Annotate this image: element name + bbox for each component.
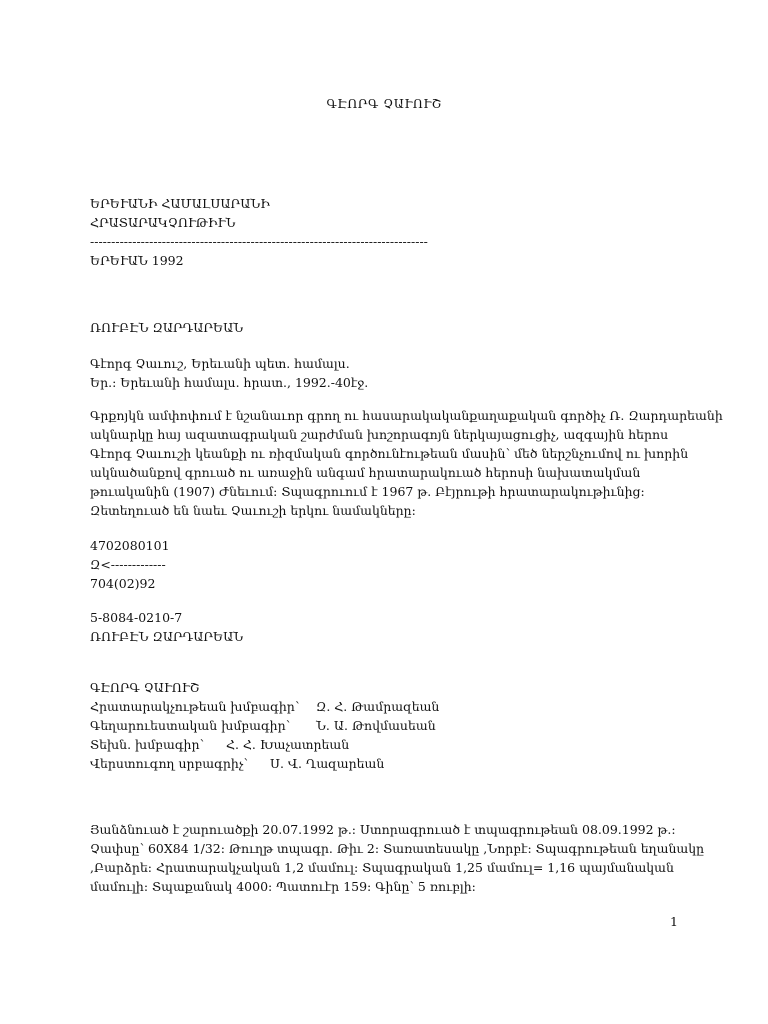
annotation-block: [90, 406, 723, 520]
credit-name: Հ. Հ. Խաչատրեան: [226, 737, 350, 752]
bibliography-line-2: Եր.: Երեւանի համալս. հրատ., 1992.-40էջ.: [90, 375, 369, 390]
bibliography-block: [90, 354, 690, 392]
printing-line: Չափսը՝ 60X84 1/32: Թուղթ տպագր. Թիւ 2: Տառատեսակը ,Նորբէ: Տպագրութեան եղանակը: [90, 841, 705, 856]
credits-block: [90, 678, 690, 773]
annotation-line: Գրքոյկն ամփոփում է նշանաւոր գրող ու հասարակականքաղաքական գործիչ Ռ. Զարդարեանի: [90, 408, 723, 423]
printing-line: ,Բարձրե: Հրատարակչական 1,2 մամուլ: Տպագրական 1,25 մամուլ= 1,16 պայմանական: [90, 860, 674, 875]
publisher-line-1: ԵՐԵՒԱՆԻ ՀԱՄԱԼՍԱՐԱՆԻ: [90, 196, 270, 211]
page-number: 1: [670, 914, 678, 929]
credit-name: Ս. Վ. Ղազարեան: [270, 756, 385, 771]
credit-role: Վերստուգող սրբագրիչ՝: [90, 756, 248, 771]
classification-block: [90, 536, 690, 593]
credit-role: Գեղարուեստական խմբագիր՝: [90, 718, 291, 733]
printing-info-block: [90, 820, 705, 896]
annotation-line: թուականին (1907) Ժնեւում: Տպագրուում է 1967 թ. Բէյրութի հրատարակութիւնից:: [90, 484, 645, 499]
bibliography-line-1: Գէորգ Չաւուշ, Երեւանի պետ. համալս.: [90, 356, 350, 371]
credit-row: [90, 716, 690, 735]
annotation-line: ակնածանքով գրուած ու առաջին անգամ հրատարակուած հերոսի նախատակման: [90, 465, 641, 480]
credit-role: Հրատարակչութեան խմբագիր՝: [90, 699, 300, 714]
credit-row: [90, 735, 690, 754]
credit-name: Զ. Հ. Թամրազեան: [316, 699, 440, 714]
author-name-repeat: ՌՈՒԲԷՆ ԶԱՐԴԱՐԵԱՆ: [90, 629, 244, 644]
annotation-line: Գէորգ Չաւուշի կեանքի ու ռիզմական գործունէութեան մասին՝ մեծ ներշնչումով ու խորին: [90, 446, 689, 461]
credit-row: [90, 754, 690, 773]
credit-row: [90, 697, 690, 716]
title-repeat: ԳԷՈՐԳ ՉԱՒՈՒՇ: [90, 680, 200, 695]
divider-line: --------------------------------------------------------------------------------: [90, 234, 428, 249]
publisher-line-2: ՀՐԱՏԱՐԱԿՉՈՒԹԻՒՆ: [90, 215, 236, 230]
publisher-block: [90, 194, 690, 270]
classification-code: 4702080101: [90, 538, 170, 553]
credit-name: Ն. Ա. Թովմասեան: [316, 718, 436, 733]
page-title: ԳԷՈՐԳ ՉԱՒՈՒՇ: [326, 96, 442, 111]
printing-line: մամուլի: Տպաքանակ 4000: Պատուէր 159: Գինը՝ 5 ռուբլի:: [90, 879, 476, 894]
classification-index: 704(02)92: [90, 576, 156, 591]
classification-marker: Զ<-------------: [90, 557, 166, 572]
credit-role: Տեխն. խմբագիր՝: [90, 737, 205, 752]
city-year: ԵՐԵՒԱՆ 1992: [90, 253, 184, 268]
author-name: ՌՈՒԲԷՆ ԶԱՐԴԱՐԵԱՆ: [90, 320, 244, 335]
isbn: 5-8084-0210-7: [90, 610, 183, 625]
printing-line: Յանձնուած է շարուածքի 20.07.1992 թ.: Ստորագրուած է տպագրութեան 08.09.1992 թ.:: [90, 822, 676, 837]
annotation-line: ակնարկը հայ ազատագրական շարժման խոշորագոյն ներկայացուցիչ, ազգային հերոս: [90, 427, 669, 442]
isbn-block: [90, 608, 690, 646]
annotation-line: Զետեղուած են նաեւ Չաւուշի երկու նամակները:: [90, 503, 416, 518]
